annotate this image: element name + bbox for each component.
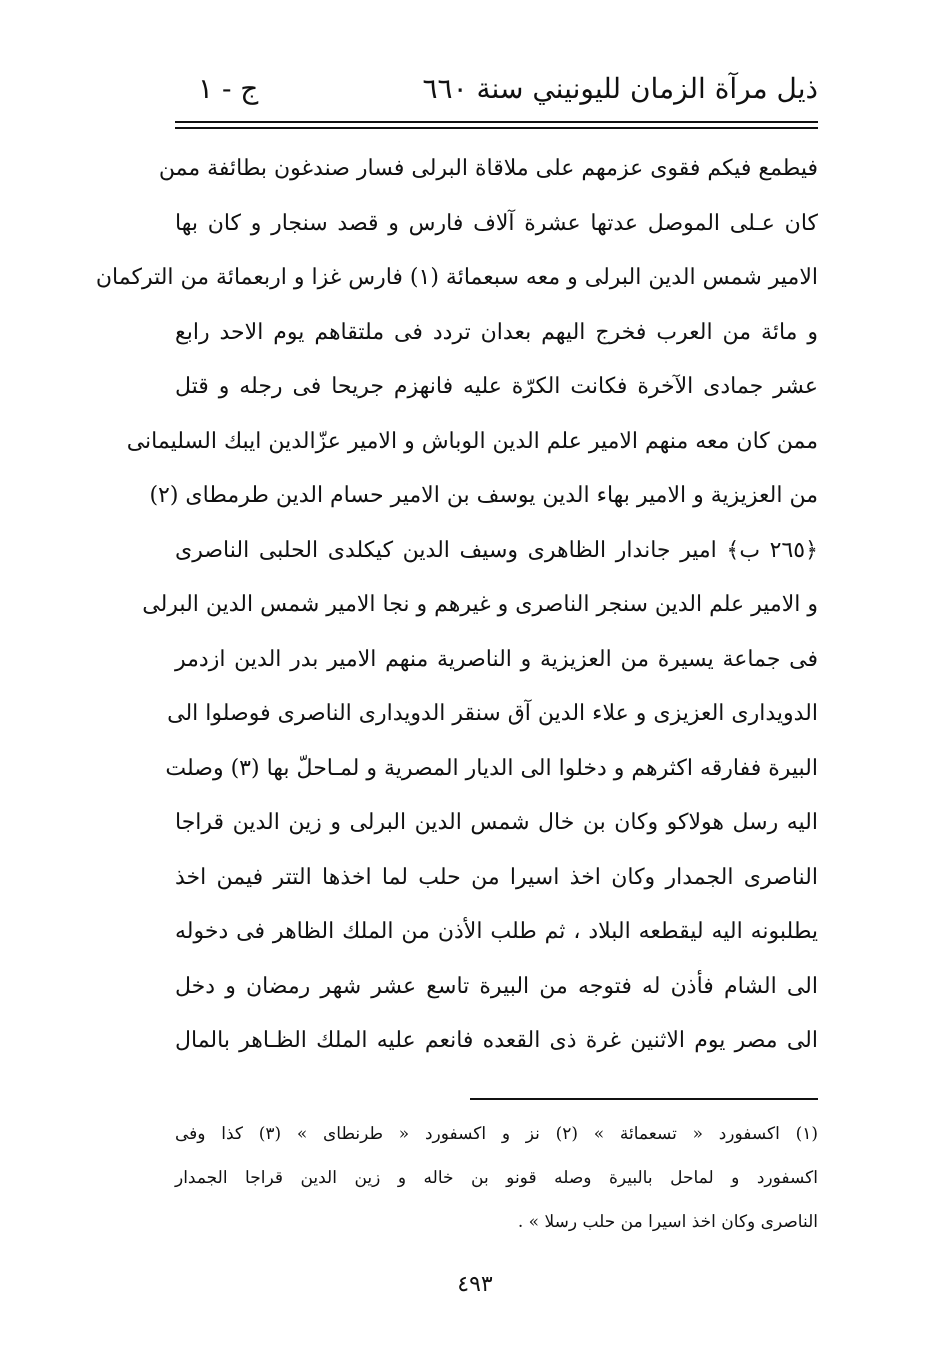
header-rule-bottom bbox=[175, 127, 818, 129]
text-line: فيطمع فيكم فقوى عزمهم على ملاقاة البرلى فسار صندغون بطائفة ممن bbox=[158, 156, 818, 181]
text-line: و مائة من العرب فخرج اليهم بعدان تردد فى ملتقاهم يوم الاحد رابع bbox=[175, 319, 818, 345]
text-line: الدويدارى العزيزى و علاء الدين آق سنقر الدويدارى الناصرى فوصلوا الى bbox=[167, 701, 818, 726]
text-line: من العزيزية و الامير بهاء الدين يوسف بن الامير حسام الدين طرمطاى (٢) bbox=[149, 483, 818, 508]
text-line: الى الشام فأذن له فتوجه من البيرة تاسع عشر شهر رمضان و دخل bbox=[175, 973, 818, 999]
footnote-line: اكسفورد و لماحل بالبيرة وصله قونو بن خاله و زين الدين قراجا الجمدار bbox=[175, 1168, 818, 1188]
text-line: يطلبونه اليه ليقطعه البلاد ، ثم طلب الأذن من الملك الظاهر فى دخوله bbox=[175, 919, 818, 944]
text-line: اليه رسل هولاكو وكان بن خال شمس الدين البرلى و زين الدين قراجا bbox=[175, 810, 818, 835]
footnote-line: (١) اكسفورد « تسعمائة » (٢) نز و اكسفورد « طرنطاى » (٣) كذا وفى bbox=[175, 1124, 819, 1144]
running-header bbox=[178, 72, 818, 118]
text-line: الامير شمس الدين البرلى و معه سبعمائة (١) فارس غزا و اربعمائة من التركمان bbox=[95, 265, 818, 290]
footnotes bbox=[175, 1112, 818, 1244]
text-line: كان عـلى الموصل عدتها عشرة آلاف فارس و قصد سنجار و كان بها bbox=[175, 210, 818, 236]
header-title: ذيل مرآة الزمان لليونيني سنة ٦٦٠ bbox=[422, 72, 818, 105]
text-line: عشر جمادى الآخرة فكانت الكرّة عليه فانهزم جريحا فى رجله و قتل bbox=[175, 374, 818, 399]
text-line: الناصرى الجمدار وكان اخذ اسيرا من حلب لما اخذها التتر فيمن اخذ bbox=[175, 864, 818, 890]
text-line: الى مصر يوم الاثنين غرة ذى القعده فانعم عليه الملك الظـاهر بالمال bbox=[175, 1028, 818, 1053]
text-line: ممن كان معه منهم الامير علم الدين الوباش و الامير عزّالدين ايبك السليمانى bbox=[126, 428, 818, 454]
page-number: ٤٩٣ bbox=[457, 1272, 493, 1297]
footnote-rule bbox=[470, 1098, 818, 1100]
text-line: و الامير علم الدين سنجر الناصرى و غيرهم و نجا الامير شمس الدين البرلى bbox=[142, 592, 818, 617]
text-line: ﴿٢٦٥ ب﴾ امير جاندار الظاهرى وسيف الدين كيكلدى الحلبى الناصرى bbox=[175, 537, 818, 563]
main-text bbox=[95, 142, 818, 1069]
header-rule-top bbox=[175, 121, 818, 123]
text-line: فى جماعة يسيرة من العزيزية و الناصرية منهم الامير بدر الدين ازدمر bbox=[175, 646, 818, 672]
text-line: البيرة ففارقه اكثرهم و دخلوا الى الديار المصرية و لمـاحلّ بها (٣) وصلت bbox=[165, 755, 818, 781]
volume-label: ج - ١ bbox=[198, 72, 259, 105]
footnote-line: الناصرى وكان اخذ اسيرا من حلب رسلا » . bbox=[517, 1212, 818, 1232]
